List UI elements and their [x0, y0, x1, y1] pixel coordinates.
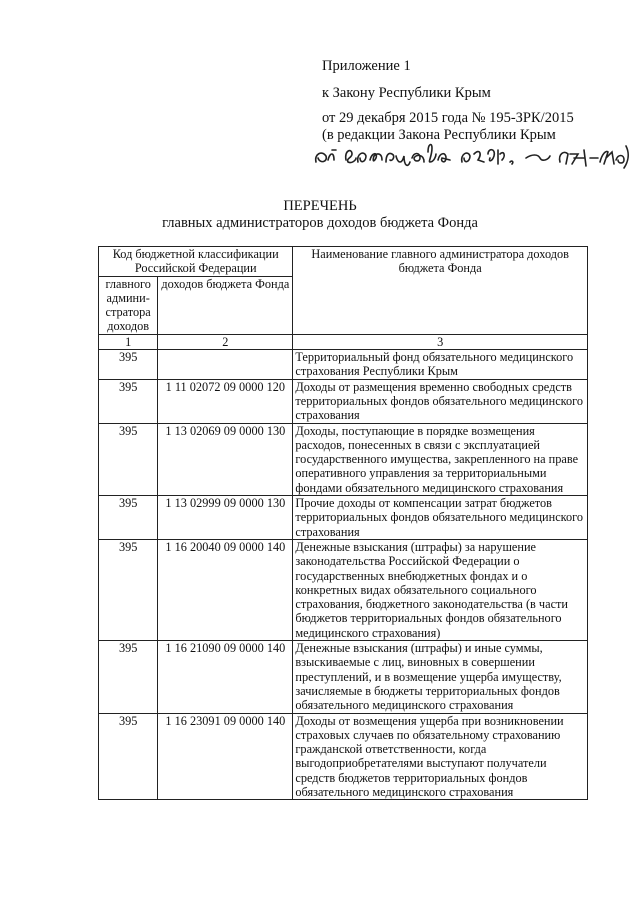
header-kbk: Код бюджетной классификации Российской Федерации	[99, 247, 293, 277]
title-main: ПЕРЕЧЕНЬ	[283, 198, 357, 214]
table-row	[99, 539, 588, 640]
income-name: Доходы от размещения временно свободных средств территориальных фондов обязательного медицинского страхования	[293, 379, 588, 423]
admin-code: 395	[99, 539, 158, 640]
income-code: 1 16 21090 09 0000 140	[158, 641, 293, 713]
income-code: 1 13 02069 09 0000 130	[158, 423, 293, 495]
income-name: Территориальный фонд обязательного медицинского страхования Республики Крым	[293, 350, 588, 380]
income-name: Доходы от возмещения ущерба при возникновении страховых случаев по обязательному страхованию гражданской ответственности, когда выгодоприобретателями выступают получатели средств бюджетов территориальных фондов обязательного медицинского страхования	[293, 713, 588, 800]
revenue-administrators-table	[98, 246, 588, 800]
income-name: Доходы, поступающие в порядке возмещения расходов, понесенных в связи с эксплуатацией государственного имущества, закрепленного на праве оперативного управления за территориальными фондами обязательного медицинского страхования	[293, 423, 588, 495]
law-date-number: от 29 декабря 2015 года № 195-ЗРК/2015	[322, 110, 574, 126]
income-name: Денежные взыскания (штрафы) и иные суммы, взыскиваемые с лиц, виновных в совершении преступлений, и в возмещение ущерба имуществу, зачисляемые в бюджеты территориальных фондов обязательного медицинского страхования	[293, 641, 588, 713]
table-row	[99, 713, 588, 800]
income-name: Прочие доходы от компенсации затрат бюджетов территориальных фондов обязательного медицинского страхования	[293, 496, 588, 540]
admin-code: 395	[99, 350, 158, 380]
column-number: 2	[158, 334, 293, 349]
column-number: 3	[293, 334, 588, 349]
admin-code: 395	[99, 423, 158, 495]
income-code: 1 16 23091 09 0000 140	[158, 713, 293, 800]
income-code	[158, 350, 293, 380]
table-row	[99, 423, 588, 495]
appendix-number: Приложение 1	[322, 58, 411, 74]
admin-code: 395	[99, 496, 158, 540]
header-income: доходов бюджета Фонда	[158, 276, 293, 334]
table-row	[99, 379, 588, 423]
law-reference: к Закону Республики Крым	[322, 85, 491, 101]
title-sub: главных администраторов доходов бюджета Фонда	[162, 215, 478, 231]
admin-code: 395	[99, 379, 158, 423]
header-admin: главного админи-стратора доходов	[99, 276, 158, 334]
column-number: 1	[99, 334, 158, 349]
income-name: Денежные взыскания (штрафы) за нарушение законодательства Российской Федерации о государственных внебюджетных фондах и о конкретных видах обязательного социального страхования, бюджетного законодательства (в части бюджетов территориальных фондов обязательного медицинского страхования)	[293, 539, 588, 640]
admin-code: 395	[99, 713, 158, 800]
table-header-row	[99, 247, 588, 277]
table-row	[99, 350, 588, 380]
income-code: 1 11 02072 09 0000 120	[158, 379, 293, 423]
column-numbers-row	[99, 334, 588, 349]
table-row	[99, 641, 588, 713]
table-row	[99, 496, 588, 540]
amendment-note: (в редакции Закона Республики Крым	[322, 127, 556, 143]
income-code: 1 16 20040 09 0000 140	[158, 539, 293, 640]
handwritten-amendment-signature	[312, 140, 630, 170]
document-title	[0, 198, 640, 232]
header-name: Наименование главного администратора доходов бюджета Фонда	[293, 247, 588, 335]
income-code: 1 13 02999 09 0000 130	[158, 496, 293, 540]
admin-code: 395	[99, 641, 158, 713]
